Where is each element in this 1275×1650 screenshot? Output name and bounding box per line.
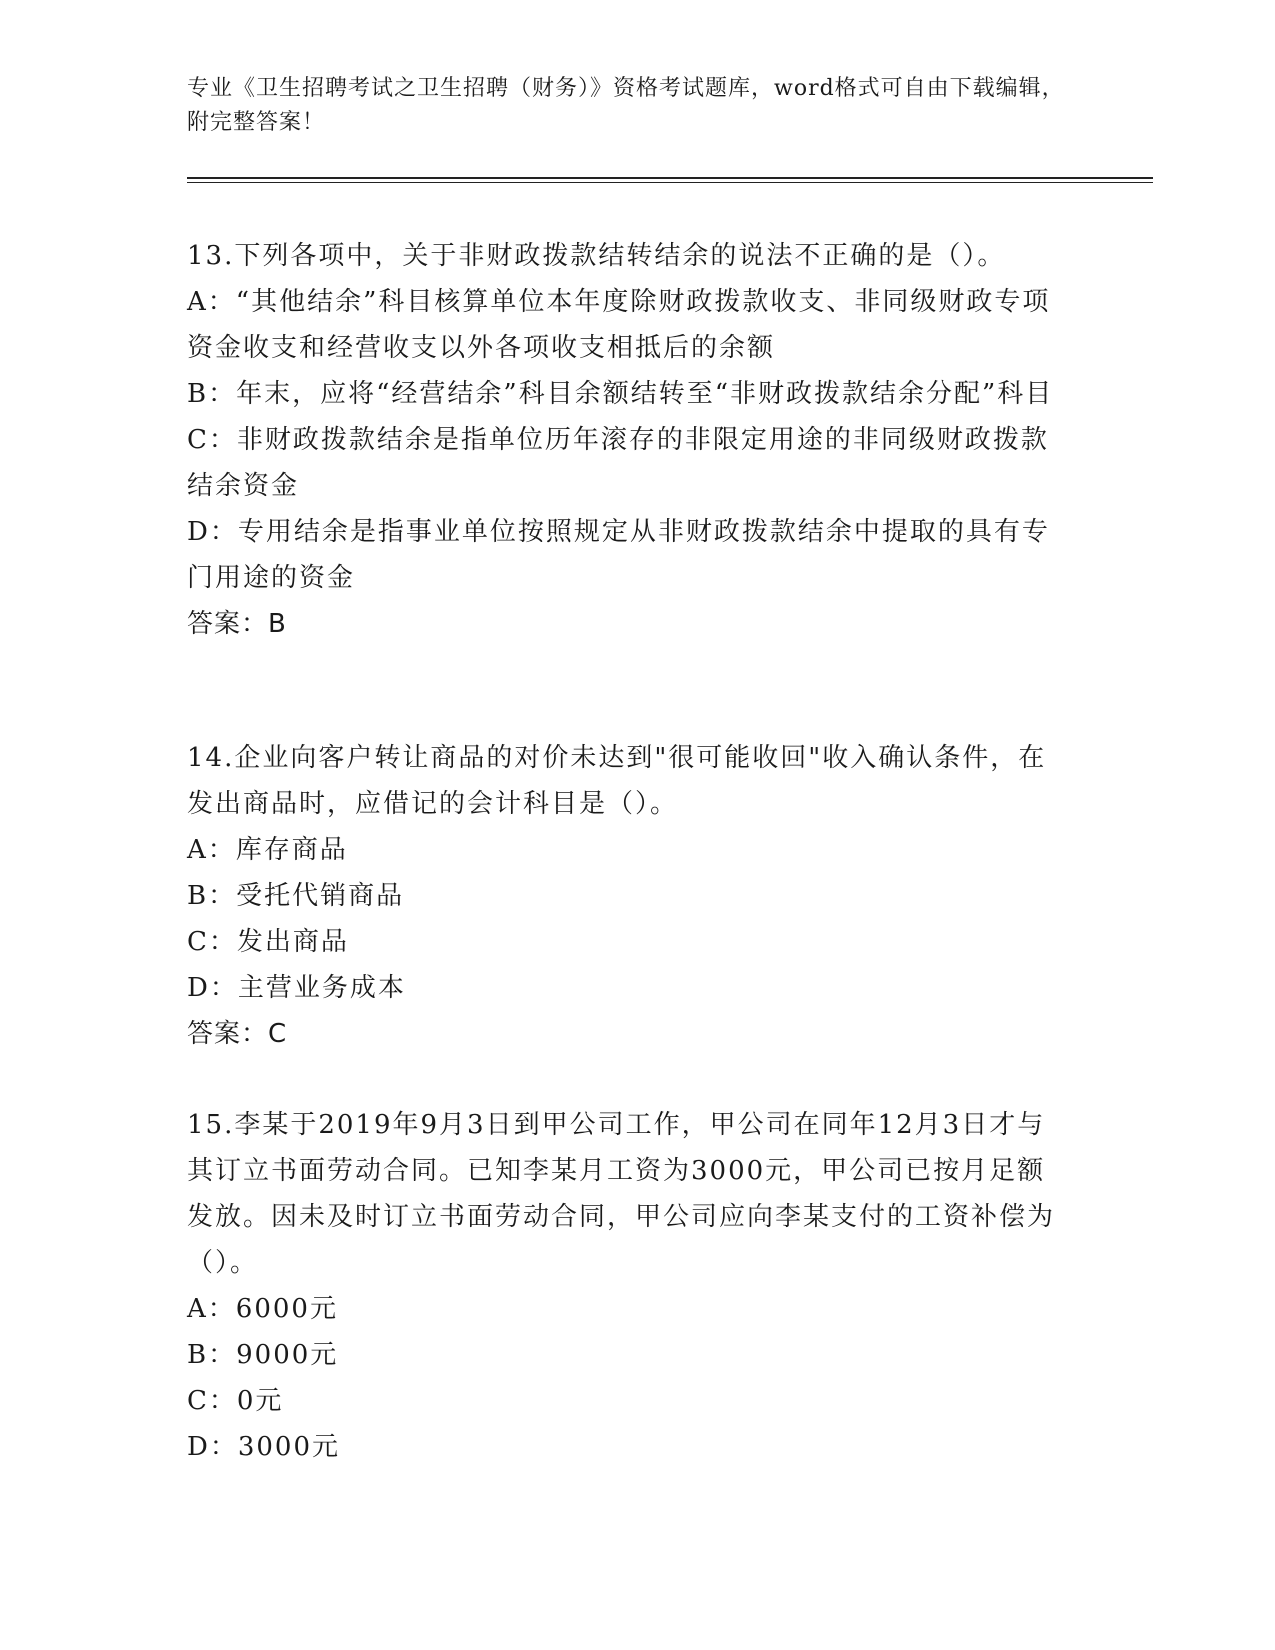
option-c: C：0元 (187, 1386, 284, 1416)
option-b: B：9000元 (187, 1340, 339, 1370)
question-stem: 13.下列各项中，关于非财政拨款结转结余的说法不正确的是（）。 (187, 241, 1006, 271)
option-d: D：专用结余是指事业单位按照规定从非财政拨款结余中提取的具有专门用途的资金 (187, 517, 1050, 593)
option-b: B：年末，应将“经营结余”科目余额结转至“非财政拨款结余分配”科目 (187, 379, 1054, 409)
question-15 (187, 1102, 1067, 1470)
header-divider-thick (187, 177, 1153, 179)
option-a: A：库存商品 (187, 835, 348, 865)
question-14 (187, 735, 1067, 1057)
option-b: B：受托代销商品 (187, 881, 405, 911)
option-a: A：“其他结余”科目核算单位本年度除财政拨款收支、非同级财政专项资金收支和经营收支以外各项收支相抵后的余额 (187, 287, 1051, 363)
answer-label: 答案：C (187, 1019, 288, 1049)
header-divider-thin (187, 182, 1153, 183)
page-header: 专业《卫生招聘考试之卫生招聘（财务）》资格考试题库，word格式可自由下载编辑，附完整答案！ (187, 76, 1065, 135)
answer-label: 答案：B (187, 609, 287, 639)
question-stem: 15.李某于2019年9月3日到甲公司工作，甲公司在同年12月3日才与其订立书面劳动合同。已知李某月工资为3000元，甲公司已按月足额发放。因未及时订立书面劳动合同，甲公司应向李某支付的工资补偿为（）。 (187, 1110, 1056, 1278)
option-c: C：非财政拨款结余是指单位历年滚存的非限定用途的非同级财政拨款结余资金 (187, 425, 1049, 501)
option-d: D：3000元 (187, 1432, 341, 1462)
question-stem: 14.企业向客户转让商品的对价未达到"很可能收回"收入确认条件，在发出商品时，应借记的会计科目是（）。 (187, 743, 1047, 819)
question-13 (187, 233, 1067, 647)
option-d: D：主营业务成本 (187, 973, 406, 1003)
option-c: C：发出商品 (187, 927, 349, 957)
option-a: A：6000元 (187, 1294, 338, 1324)
